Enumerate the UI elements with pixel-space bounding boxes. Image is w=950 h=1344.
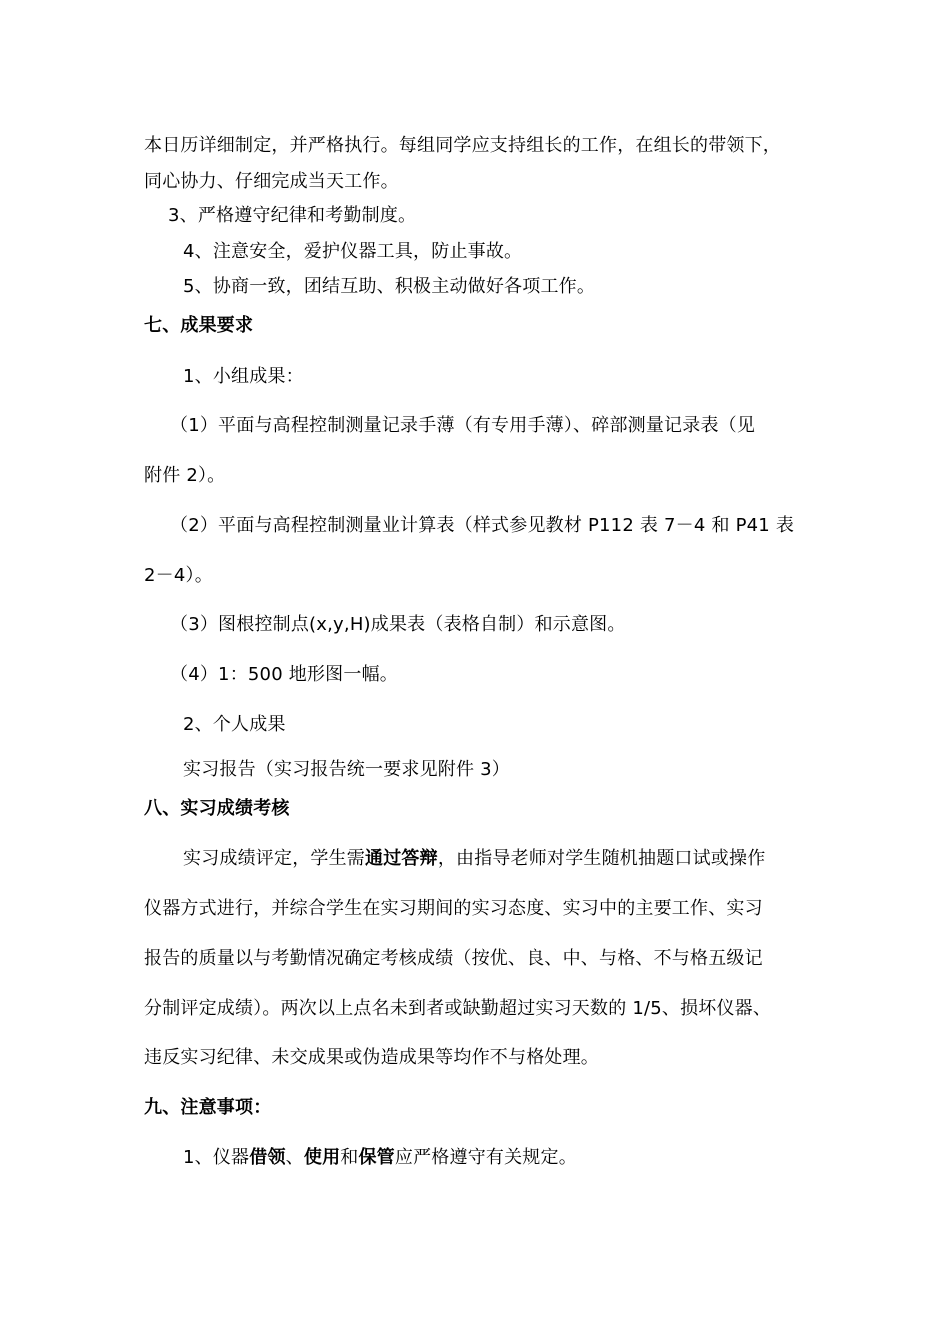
grading-paragraph-line-4: 分制评定成绩）。两次以上点名未到者或缺勤超过实习天数的 1/5、损坏仪器、 bbox=[144, 998, 772, 1019]
grading-text-post: ，由指导老师对学生随机抽题口试或操作 bbox=[437, 848, 766, 869]
notice-bold-use: 使用 bbox=[303, 1147, 341, 1168]
notice-text-pre: 1、仪器 bbox=[183, 1147, 250, 1168]
notice-item-1 bbox=[183, 1147, 577, 1169]
section-8-heading: 八、实习成绩考核 bbox=[144, 798, 290, 819]
grading-paragraph-line-3: 报告的质量以与考勤情况确定考核成绩（按优、良、中、与格、不与格五级记 bbox=[144, 948, 763, 969]
notice-bold-borrow: 借领 bbox=[249, 1147, 286, 1168]
grading-text-pre: 实习成绩评定，学生需 bbox=[183, 848, 365, 869]
intro-line-2: 同心协力、仔细完成当天工作。 bbox=[144, 171, 399, 192]
group-item-1-line-2: 附件 2）。 bbox=[144, 465, 226, 486]
group-item-3: （3）图根控制点(x,y,H)成果表（表格自制）和示意图。 bbox=[170, 614, 626, 635]
section-7-heading: 七、成果要求 bbox=[144, 315, 254, 336]
personal-results-text: 实习报告（实习报告统一要求见附件 3） bbox=[183, 759, 510, 780]
grading-paragraph-line-5: 违反实习纪律、未交成果或伪造成果等均作不与格处理。 bbox=[144, 1047, 599, 1068]
grading-text-bold: 通过答辩 bbox=[365, 848, 438, 869]
notice-sep-1: 、 bbox=[285, 1147, 304, 1168]
notice-sep-2: 和 bbox=[340, 1147, 359, 1168]
rule-4: 4、注意安全，爱护仪器工具，防止事故。 bbox=[183, 241, 523, 262]
group-results-title: 1、小组成果： bbox=[183, 366, 304, 387]
grading-paragraph-line-2: 仪器方式进行，并综合学生在实习期间的实习态度、实习中的主要工作、实习 bbox=[144, 898, 763, 919]
group-item-1-line-1: （1）平面与高程控制测量记录手薄（有专用手薄）、碎部测量记录表（见 bbox=[170, 415, 756, 436]
personal-results-title: 2、个人成果 bbox=[183, 714, 286, 735]
grading-paragraph-line-1 bbox=[183, 848, 765, 870]
rule-5: 5、协商一致，团结互助、积极主动做好各项工作。 bbox=[183, 276, 596, 297]
intro-line-1: 本日历详细制定，并严格执行。每组同学应支持组长的工作，在组长的带领下， bbox=[144, 135, 781, 156]
notice-bold-keep: 保管 bbox=[358, 1147, 395, 1168]
group-item-4: （4）1：500 地形图一幅。 bbox=[170, 664, 398, 685]
section-9-heading: 九、注意事项： bbox=[144, 1097, 272, 1118]
notice-text-post: 应严格遵守有关规定。 bbox=[394, 1147, 577, 1168]
group-item-2-line-2: 2－4）。 bbox=[144, 565, 213, 586]
group-item-2-line-1: （2）平面与高程控制测量业计算表（样式参见教材 P112 表 7－4 和 P41 表 bbox=[170, 515, 795, 536]
rule-3: 3、严格遵守纪律和考勤制度。 bbox=[168, 205, 417, 226]
